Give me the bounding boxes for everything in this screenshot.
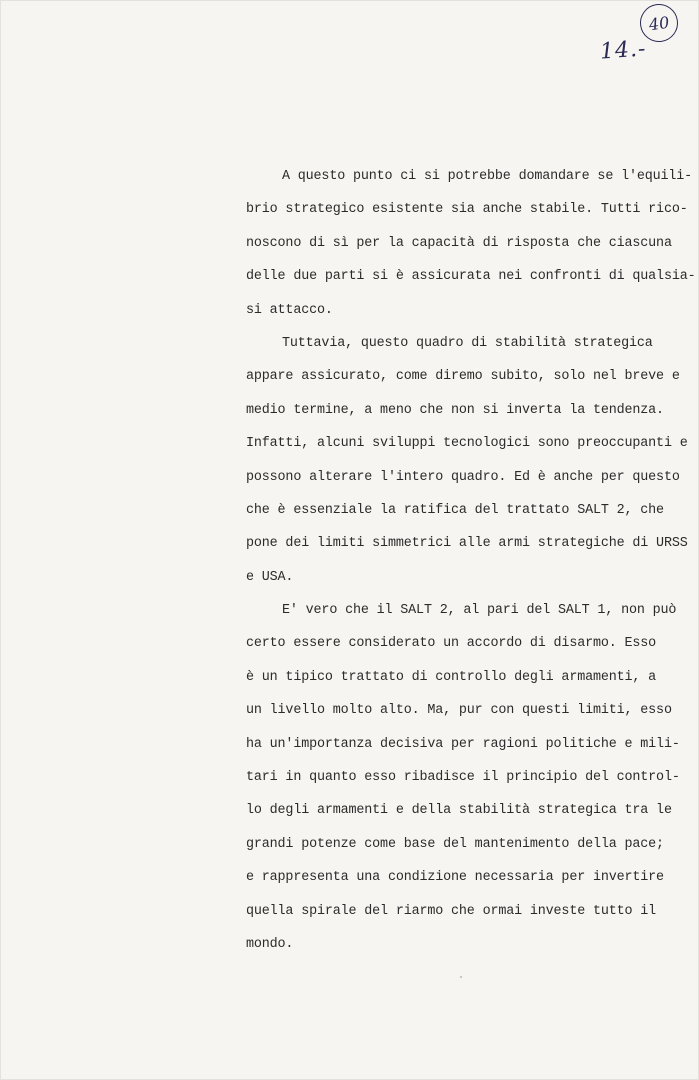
text-line: medio termine, a meno che non si inverta la tendenza.	[246, 402, 664, 418]
body-text	[246, 160, 696, 961]
text-line: è un tipico trattato di controllo degli armamenti, a	[246, 669, 657, 685]
text-line: mondo.	[246, 936, 294, 952]
text-line: ha un'importanza decisiva per ragioni politiche e mili-	[246, 736, 680, 752]
text-line: A questo punto ci si potrebbe domandare se l'equili-	[282, 169, 693, 184]
text-line: quella spirale del riarmo che ormai investe tutto il	[246, 903, 657, 919]
text-line: E' vero che il SALT 2, al pari del SALT 1, non può	[282, 603, 677, 619]
paper-speck	[460, 976, 462, 978]
text-line: appare assicurato, come diremo subito, solo nel breve e	[246, 369, 680, 385]
folio-number: 40	[647, 12, 671, 34]
text-line: brio strategico esistente sia anche stabile. Tutti rico-	[246, 202, 688, 218]
text-line: Tuttavia, questo quadro di stabilità strategica	[282, 335, 653, 351]
paragraph-2	[246, 327, 688, 594]
text-line: Infatti, alcuni sviluppi tecnologici sono preoccupanti e	[246, 436, 688, 452]
text-line: che è essenziale la ratifica del trattato SALT 2, che	[246, 502, 664, 518]
text-line: si attacco.	[246, 302, 333, 318]
text-line: pone dei limiti simmetrici alle armi strategiche di URSS	[246, 536, 688, 552]
text-line: noscono di sì per la capacità di risposta che ciascuna	[246, 235, 672, 251]
text-line: e rappresenta una condizione necessaria per invertire	[246, 870, 664, 886]
text-line: un livello molto alto. Ma, pur con questi limiti, esso	[246, 703, 672, 719]
text-line: certo essere considerato un accordo di disarmo. Esso	[246, 636, 657, 652]
text-line: delle due parti si è assicurata nei confronti di qualsia-	[246, 269, 696, 285]
paragraph-3	[246, 594, 680, 961]
text-line: e USA.	[246, 569, 294, 585]
text-line: lo degli armamenti e della stabilità strategica tra le	[246, 803, 672, 819]
paragraph-1	[246, 160, 696, 327]
page-number: 14.-	[599, 36, 648, 65]
text-line: possono alterare l'intero quadro. Ed è anche per questo	[246, 469, 680, 485]
text-line: grandi potenze come base del mantenimento della pace;	[246, 836, 664, 852]
text-line: tari in quanto esso ribadisce il principio del control-	[246, 770, 680, 786]
